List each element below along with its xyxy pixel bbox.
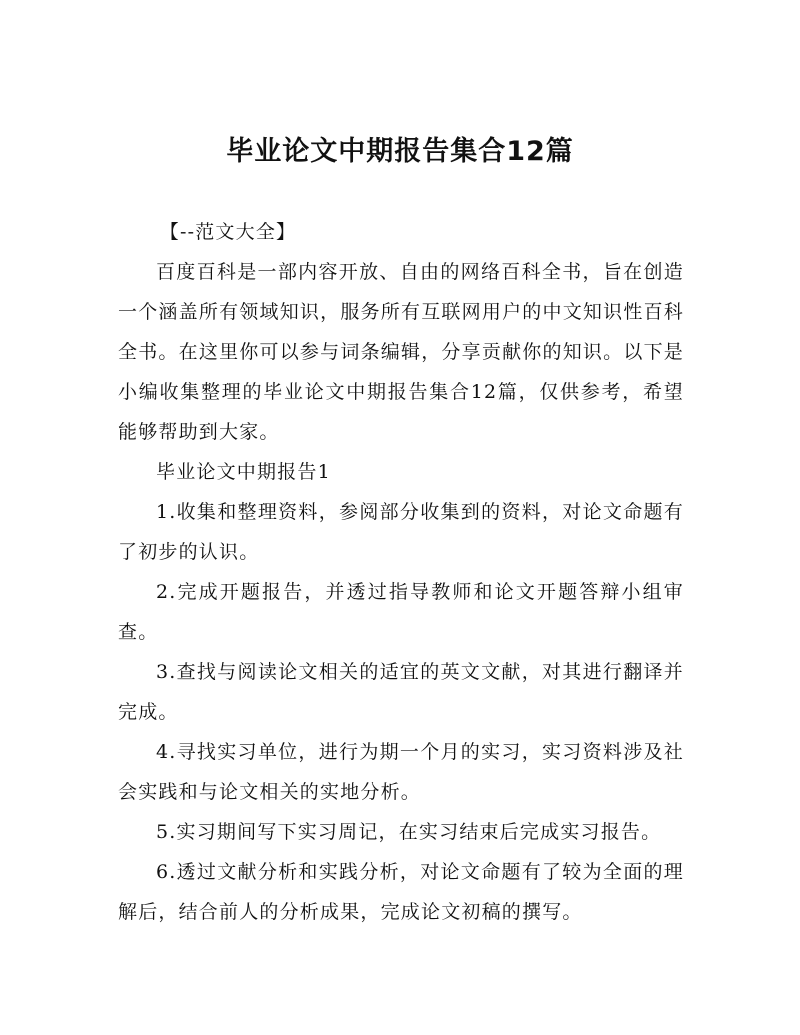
- list-item-1: 1.收集和整理资料，参阅部分收集到的资料，对论文命题有了初步的认识。: [118, 501, 684, 563]
- intro-paragraph: 百度百科是一部内容开放、自由的网络百科全书，旨在创造一个涵盖所有领域知识，服务所有互联网用户的中文知识性百科全书。在这里你可以参与词条编辑，分享贡献你的知识。以下是小编收集整理的毕业论文中期报告集合12篇，仅供参考，希望能够帮助到大家。: [118, 261, 684, 443]
- section-heading: 毕业论文中期报告1: [156, 461, 331, 483]
- document-title: 毕业论文中期报告集合12篇: [226, 136, 574, 167]
- category-tag: 【--范文大全】: [159, 221, 297, 243]
- list-item-2: 2.完成开题报告，并透过指导教师和论文开题答辩小组审查。: [118, 581, 684, 643]
- document-body: [118, 212, 684, 932]
- list-item-3: 3.查找与阅读论文相关的适宜的英文文献，对其进行翻译并完成。: [118, 661, 684, 723]
- list-item-6: 6.透过文献分析和实践分析，对论文命题有了较为全面的理解后，结合前人的分析成果，完成论文初稿的撰写。: [118, 861, 684, 923]
- list-item-4: 4.寻找实习单位，进行为期一个月的实习，实习资料涉及社会实践和与论文相关的实地分析。: [118, 741, 684, 803]
- list-item-5: 5.实习期间写下实习周记，在实习结束后完成实习报告。: [156, 821, 662, 843]
